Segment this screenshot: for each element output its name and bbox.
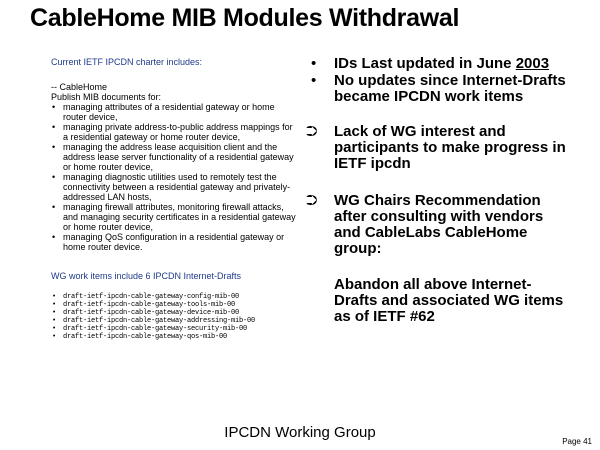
- arrow-item-chairs: [306, 192, 574, 257]
- intro-line: Publish MIB documents for:: [51, 92, 162, 102]
- draft-item: • draft-ietf-ipcdn-cable-gateway-addressing-mib-00: [51, 317, 299, 325]
- arrow-right-icon: ⮊: [306, 123, 318, 140]
- wg-items-heading: WG work items include 6 IPCDN Internet-Drafts: [51, 271, 242, 281]
- no-updates-text: No updates since Internet-Drafts became IPCDN work items: [334, 72, 566, 105]
- arrow-right-icon: ⮊: [306, 192, 318, 209]
- bullet-last-updated: [311, 55, 574, 72]
- charter-heading: Current IETF IPCDN charter includes:: [51, 57, 203, 67]
- list-item: • managing private address-to-public address mappings for a residential gateway or home router device,: [51, 122, 299, 142]
- bullet-no-updates: [311, 72, 574, 105]
- page-number: Page 41: [562, 437, 592, 446]
- arrow-item-lack-interest: [306, 123, 574, 172]
- intro-line: -- CableHome: [51, 82, 108, 92]
- draft-item: • draft-ietf-ipcdn-cable-gateway-device-mib-00: [51, 309, 299, 317]
- list-item: • managing diagnostic utilities used to remotely test the connectivity between a residential gateway and privately-addressed LAN hosts,: [51, 172, 299, 202]
- list-item: • managing QoS configuration in a residential gateway or home router device.: [51, 232, 299, 252]
- list-item: • managing attributes of a residential gateway or home router device,: [51, 102, 299, 122]
- last-updated-year: 2003: [515, 55, 550, 72]
- slide-title: CableHome MIB Modules Withdrawal: [30, 4, 460, 32]
- mib-purpose-list: [51, 102, 299, 252]
- status-bullets: [311, 55, 574, 105]
- list-item: • managing firewall attributes, monitoring firewall attacks, and managing security certificates in a residential gateway or home router device,: [51, 202, 299, 232]
- list-item: • managing the address lease acquisition client and the address lease server functionality of a residential gateway or home router device,: [51, 142, 299, 172]
- lack-interest-text: Lack of WG interest and participants to make progress in IETF ipcdn: [334, 123, 566, 172]
- footer-group-name: IPCDN Working Group: [224, 424, 376, 441]
- last-updated-text: IDs Last updated in June: [334, 55, 516, 72]
- draft-item: • draft-ietf-ipcdn-cable-gateway-security-mib-00: [51, 325, 299, 333]
- draft-item: • draft-ietf-ipcdn-cable-gateway-tools-mib-00: [51, 301, 299, 309]
- bullet-dot-icon: •: [311, 72, 317, 89]
- draft-item: • draft-ietf-ipcdn-cable-gateway-config-mib-00: [51, 293, 299, 301]
- charter-panel: [51, 57, 299, 341]
- drafts-list: [51, 293, 299, 341]
- abandon-text: Abandon all above Internet-Drafts and associated WG items as of IETF #62: [334, 276, 564, 325]
- chairs-recommendation-text: WG Chairs Recommendation after consulting with vendors and CableLabs CableHome group:: [334, 192, 544, 257]
- status-panel: [306, 55, 574, 325]
- draft-item: • draft-ietf-ipcdn-cable-gateway-qos-mib-00: [51, 333, 299, 341]
- bullet-dot-icon: •: [311, 55, 317, 72]
